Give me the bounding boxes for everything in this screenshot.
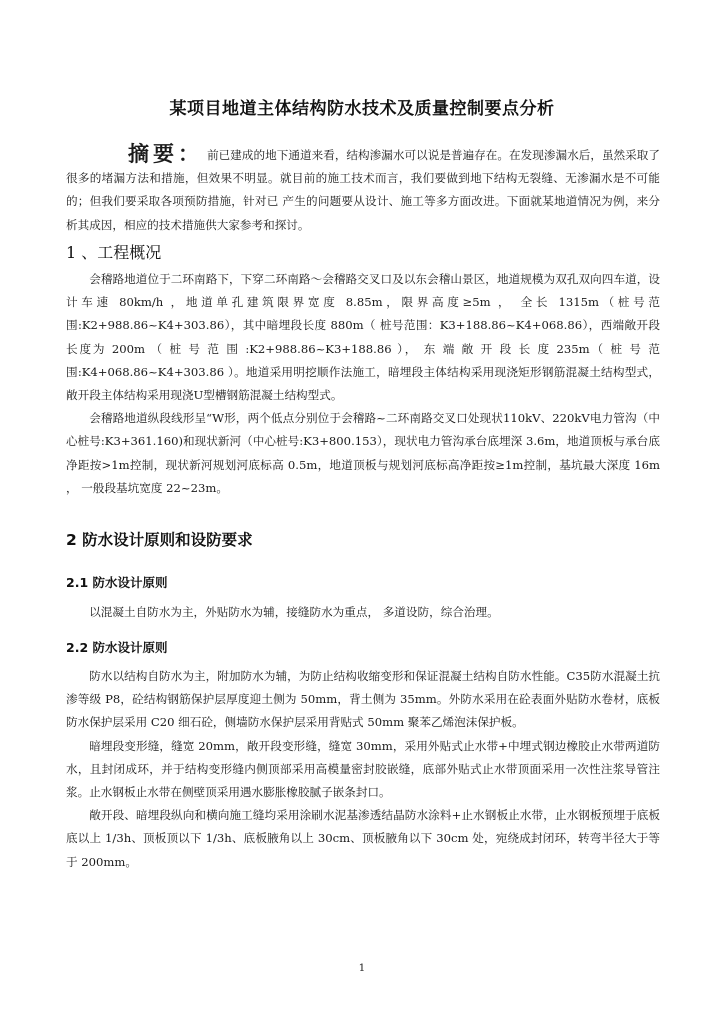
section-1-paragraph-1: 会稽路地道位于二环南路下，下穿二环南路～会稽路交叉口及以东会稽山景区，地道规模为双孔双向四车道，设计车速 80km/h ，地道单孔建筑限界宽度 8.85m，限界高度≥5m ， 全长 1315m（桩号范围:K2+988.86~K4+303.86），其中暗埋段长度 880m（ 桩号范围：K3+188.86~K4+068.86），西端敞开段长度为 200m （ 桩 号 范 围 :K2+988.86~K3+188.86 ）， 东 端 敞 开 段 长 度 235m（ 桩 号 范 围:K4+068.86~K4+303.86 ）。地道采用明挖顺作法施工，暗埋段主体结构采用现浇矩形钢筋混凝土结构型式，敞开段主体结构采用现浇U型槽钢筋混凝土结构型式。 <box>66 272 660 403</box>
abstract-label: 摘要： <box>128 142 204 166</box>
section-2-2-paragraph-3: 敞开段、暗埋段纵向和横向施工缝均采用涂刷水泥基渗透结晶防水涂料+止水钢板止水带，止水钢板预埋于底板底以上 1/3h、顶板顶以下 1/3h、底板腋角以上 30cm、顶板腋角以下 30cm 处，宛绕成封闭环，转弯半径大于等于 200mm。 <box>66 808 660 869</box>
section-2-heading: 2 防水设计原则和设防要求 <box>66 531 253 549</box>
section-2-1-paragraph-1: 以混凝土自防水为主，外贴防水为辅，接缝防水为重点， 多道设防，综合治理。 <box>89 605 499 619</box>
abstract-text: 前已建成的地下通道来看，结构渗漏水可以说是普遍存在。在发现渗漏水后，虽然采取了很多的堵漏方法和措施，但效果不明显。就目前的施工技术而言，我们要做到地下结构无裂缝、无渗漏水是不可能的；但我们要采取各项预防措施，针对已 产生的问题要从设计、施工等多方面改进。下面就某地道情况为例，来分析其成因，相应的技术措施供大家参考和探讨。 <box>66 148 660 232</box>
section-2-2-paragraph-2: 暗埋段变形缝，缝宽 20mm，敞开段变形缝，缝宽 30mm，采用外贴式止水带+中埋式钢边橡胶止水带两道防水，且封闭成环，并于结构变形缝内侧顶部采用高模量密封胶嵌缝，底部外贴式止水带顶面采用一次性注浆导管注浆。止水钢板止水带在侧壁顶采用遇水膨胀橡胶腻子嵌条封口。 <box>66 738 660 800</box>
page-number: 1 <box>358 962 366 974</box>
abstract <box>66 143 660 237</box>
section-2-2-heading: 2.2 防水设计原则 <box>66 640 168 655</box>
section-2-2-paragraph-1: 防水以结构自防水为主，附加防水为辅，为防止结构收缩变形和保证混凝土结构自防水性能。C35防水混凝土抗渗等级 P8，砼结构钢筋保护层厚度迎土侧为 50mm，背土侧为 35mm。外防水采用在砼表面外贴防水卷材，底板防水保护层采用 C20 细石砼，侧墙防水保护层采用背贴式 50mm 聚苯乙烯泡沫保护板。 <box>66 669 660 730</box>
section-2-1-heading: 2.1 防水设计原则 <box>66 575 168 590</box>
section-2-1-body <box>66 601 660 624</box>
section-1-heading: 1 、工程概况 <box>66 243 162 262</box>
document-title: 某项目地道主体结构防水技术及质量控制要点分析 <box>169 99 555 119</box>
section-1-body <box>66 268 660 500</box>
section-2-2-body <box>66 665 660 874</box>
section-1-paragraph-2: 会稽路地道纵段线形呈“W形，两个低点分别位于会稽路~二环南路交叉口处现状110kV、220kV电力管沟（中心桩号:K3+361.160)和现状新河（中心桩号:K3+800.153），现状电力管沟承台底埋深 3.6m，地道顶板与承台底净距按>1m控制，现状新河规划河底标高 0.5m，地道顶板与规划河底标高净距按≥1m控制，基坑最大深度 16m ， 一般段基坑宽度 22~23m。 <box>66 411 660 495</box>
